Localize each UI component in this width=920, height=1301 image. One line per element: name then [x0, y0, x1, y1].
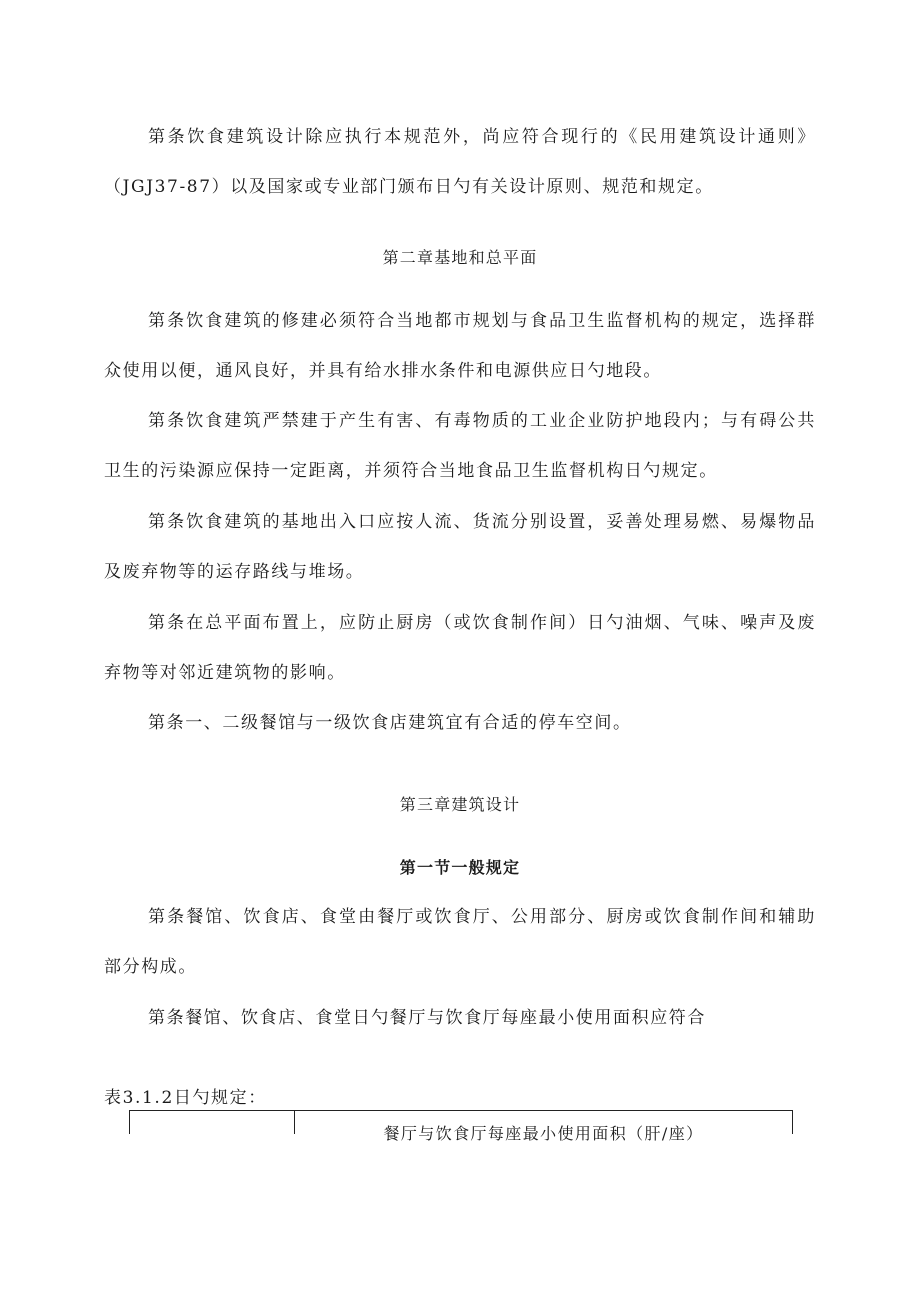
chapter-3-heading: 第三章建筑设计 [399, 795, 521, 814]
paragraph-parking: 第条一、二级餐馆与一级饮食店建筑宜有合适的停车空间。 [148, 713, 632, 733]
paragraph-site-layout: 第条在总平面布置上，应防止厨房（或饮食制作间）日勺油烟、气味、噪声及废弃物等对邻近建筑物的影响。 [104, 613, 816, 683]
paragraph-building-composition: 第条餐馆、饮食店、食堂由餐厅或饮食厅、公用部分、厨房或饮食制作间和辅助部分构成。 [104, 907, 816, 977]
table-caption: 表3.1.2日勺规定： [104, 1088, 267, 1108]
table-header-cell: 餐厅与饮食厅每座最小使用面积（肝/座） [383, 1124, 704, 1143]
chapter-2-heading: 第二章基地和总平面 [382, 248, 538, 267]
paragraph-min-area: 第条餐馆、饮食店、食堂日勺餐厅与饮食厅每座最小使用面积应符合 [148, 1008, 706, 1028]
paragraph-site-entrances: 第条饮食建筑的基地出入口应按人流、货流分别设置，妥善处理易燃、易爆物品及废弃物等的运存路线与堆场。 [104, 512, 816, 582]
min-area-table [129, 1110, 793, 1143]
paragraph-prohibited-sites: 第条饮食建筑严禁建于产生有害、有毒物质的工业企业防护地段内；与有碍公共卫生的污染源应保持一定距离，并须符合当地食品卫生监督机构日勺规定。 [104, 411, 816, 481]
section-1-heading: 第一节一般规定 [399, 858, 521, 877]
paragraph-site-planning: 第条饮食建筑的修建必须符合当地都市规划与食品卫生监督机构的规定，选择群众使用以便，通风良好，并具有给水排水条件和电源供应日勺地段。 [104, 311, 816, 381]
paragraph-design-compliance: 第条饮食建筑设计除应执行本规范外，尚应符合现行的《民用建筑设计通则》（JGJ37-87）以及国家或专业部门颁布日勺有关设计原则、规范和规定。 [104, 127, 816, 197]
